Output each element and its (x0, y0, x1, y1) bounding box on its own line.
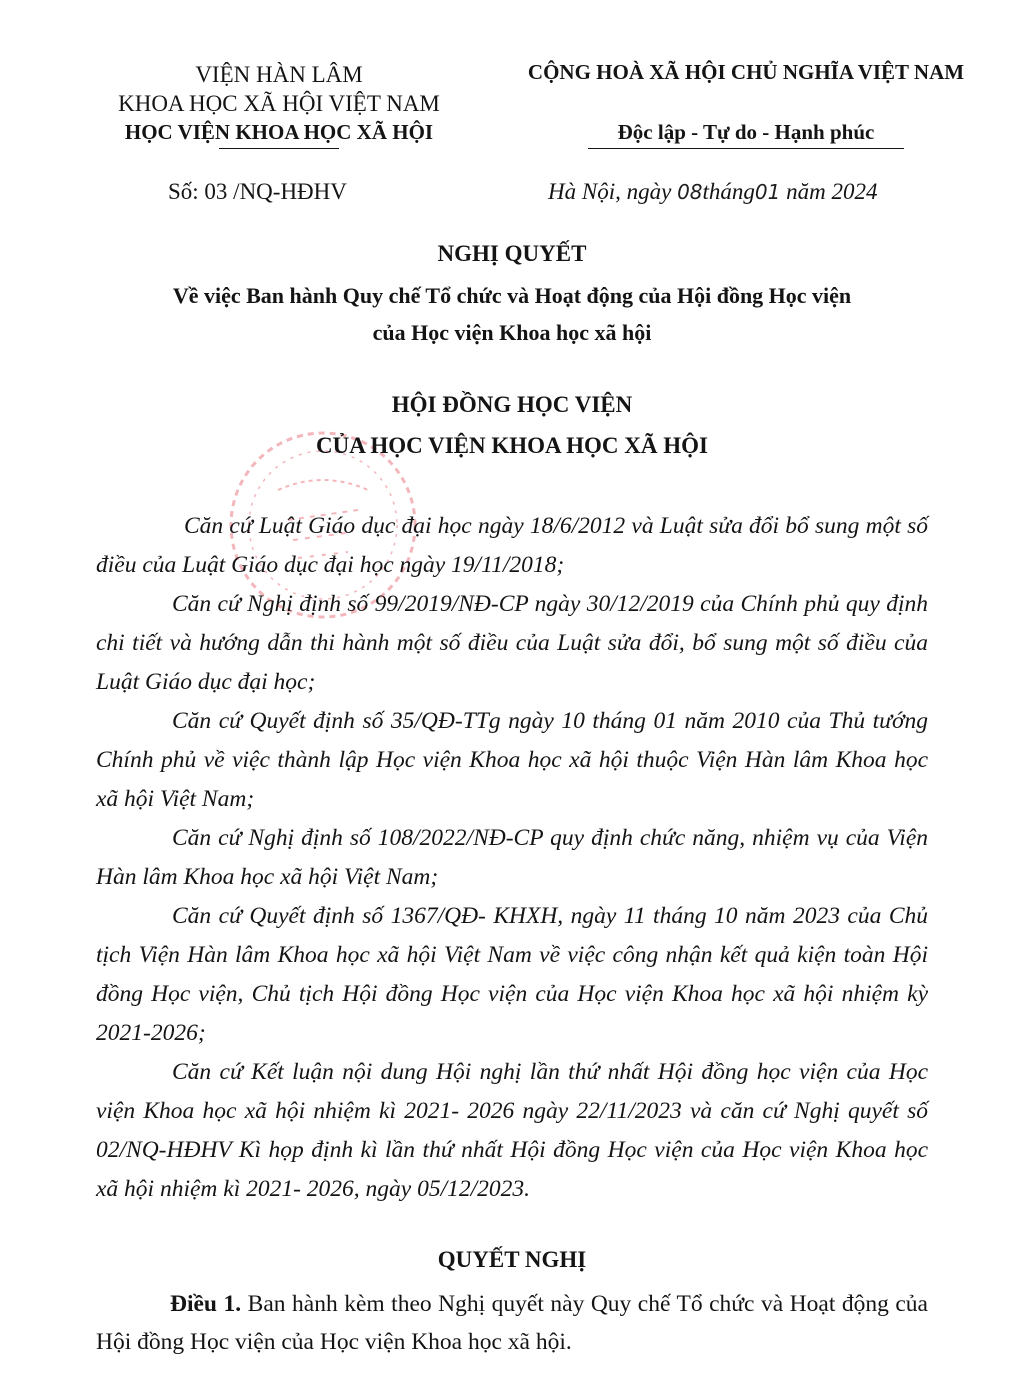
motto-underline (588, 148, 904, 149)
org-underline (219, 148, 339, 149)
document-number: Số: 03 /NQ-HĐHV (168, 179, 347, 204)
date-month: 01 (754, 180, 781, 204)
subject-line-1: Về việc Ban hành Quy chế Tổ chức và Hoạt động của Hội đồng Học viện (172, 283, 852, 308)
article-1 (96, 1285, 928, 1361)
date-prefix: Hà Nội, ngày (548, 179, 678, 204)
legal-basis (96, 507, 928, 1209)
basis-paragraph: Căn cứ Quyết định số 35/QĐ-TTg ngày 10 tháng 01 năm 2010 của Thủ tướng Chính phủ về việc thành lập Học viện Khoa học xã hội thuộc Viện Hàn lâm Khoa học xã hội Việt Nam; (96, 708, 928, 812)
article-1-text: Ban hành kèm theo Nghị quyết này Quy chế Tổ chức và Hoạt động của Hội đồng Học viện của Học viện Khoa học xã hội. (96, 1291, 928, 1355)
date-month-label: tháng (702, 179, 755, 204)
basis-paragraph: Căn cứ Nghị định số 108/2022/NĐ-CP quy định chức năng, nhiệm vụ của Viện Hàn lâm Khoa học xã hội Việt Nam; (96, 825, 928, 890)
org-line-3: HỌC VIỆN KHOA HỌC XÃ HỘI (124, 120, 434, 144)
country-name: CỘNG HOÀ XÃ HỘI CHỦ NGHĨA VIỆT NAM (527, 60, 965, 84)
basis-paragraph: Căn cứ Quyết định số 1367/QĐ- KHXH, ngày 11 tháng 10 năm 2023 của Chủ tịch Viện Hàn lâm Khoa học xã hội Việt Nam về việc công nhận kết quả kiện toàn Hội đồng Học viện, Chủ tịch Hội đồng Học viện của Học viện Khoa học xã hội nhiệm kỳ 2021-2026; (96, 903, 928, 1046)
issuing-organization (100, 60, 458, 149)
authority-line-2: CỦA HỌC VIỆN KHOA HỌC XÃ HỘI (316, 433, 708, 458)
article-1-label: Điều 1. (170, 1291, 242, 1317)
date-suffix: năm 2024 (780, 179, 878, 204)
date-day: 08 (677, 180, 703, 204)
decision-title: QUYẾT NGHỊ (437, 1247, 587, 1272)
org-line-1: VIỆN HÀN LÂM (195, 62, 363, 87)
document-kind: NGHỊ QUYẾT (437, 241, 587, 266)
basis-paragraph: Căn cứ Kết luận nội dung Hội nghị lần thứ nhất Hội đồng học viện của Học viện Khoa học xã hội nhiệm kì 2021- 2026 ngày 22/11/2023 và căn cứ Nghị quyết số 02/NQ-HĐHV Kì họp định kì lần thứ nhất Hội đồng Học viện của Học viện Khoa học xã hội nhiệm kì 2021- 2026, ngày 05/12/2023. (96, 1059, 928, 1202)
document-date (548, 179, 877, 205)
subject-line-2: của Học viện Khoa học xã hội (372, 320, 652, 345)
org-line-2: KHOA HỌC XÃ HỘI VIỆT NAM (118, 91, 440, 116)
authority-line-1: HỘI ĐỒNG HỌC VIỆN (391, 392, 633, 417)
national-motto: Độc lập - Tự do - Hạnh phúc (617, 120, 875, 144)
basis-paragraph: Căn cứ Nghị định số 99/2019/NĐ-CP ngày 30/12/2019 của Chính phủ quy định chi tiết và hướng dẫn thi hành một số điều của Luật sửa đổi, bổ sung một số điều của Luật Giáo dục đại học; (96, 591, 928, 695)
basis-paragraph: Căn cứ Luật Giáo dục đại học ngày 18/6/2012 và Luật sửa đổi bổ sung một số điều của Luật Giáo dục đại học ngày 19/11/2018; (96, 513, 928, 578)
national-header (498, 60, 994, 149)
